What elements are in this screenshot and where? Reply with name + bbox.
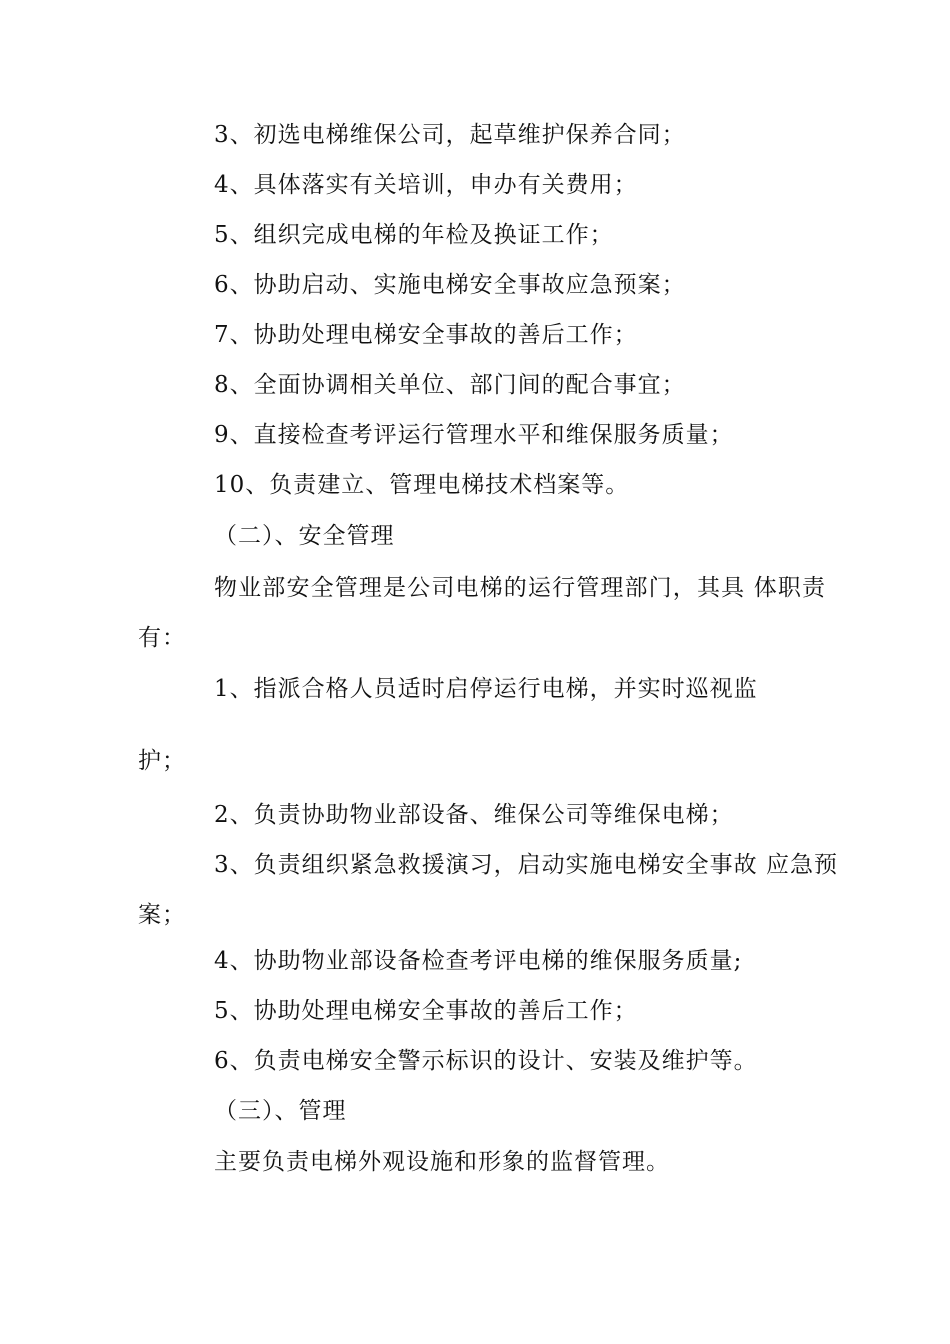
list-item: 4、具体落实有关培训，申办有关费用； [214, 172, 638, 198]
list-item: 5、组织完成电梯的年检及换证工作； [214, 222, 614, 248]
list-item: 3、负责组织紧急救援演习，启动实施电梯安全事故 应急预 [214, 852, 838, 878]
list-item: 10、负责建立、管理电梯技术档案等。 [214, 472, 630, 498]
list-item: 6、协助启动、实施电梯安全事故应急预案； [214, 272, 686, 298]
list-item-continuation: 护； [138, 748, 186, 774]
list-item: 6、负责电梯安全警示标识的设计、安装及维护等。 [214, 1048, 758, 1074]
list-item: 2、负责协助物业部设备、维保公司等维保电梯； [214, 802, 734, 828]
list-item: 5、协助处理电梯安全事故的善后工作； [214, 998, 638, 1024]
list-item: 3、初选电梯维保公司，起草维护保养合同； [214, 122, 686, 148]
list-item: 7、协助处理电梯安全事故的善后工作； [214, 322, 638, 348]
section-heading-safety: （二）、安全管理 [214, 523, 395, 549]
list-item: 8、全面协调相关单位、部门间的配合事宜； [214, 372, 686, 398]
list-item: 4、协助物业部设备检查考评电梯的维保服务质量; [214, 948, 743, 974]
paragraph-line: 主要负责电梯外观设施和形象的监督管理。 [214, 1149, 670, 1175]
list-item: 9、直接检查考评运行管理水平和维保服务质量； [214, 422, 734, 448]
paragraph-line: 物业部安全管理是公司电梯的运行管理部门，其具 体职责 [214, 575, 826, 601]
list-item-continuation: 案； [138, 902, 186, 928]
paragraph-line: 有： [138, 625, 186, 651]
list-item: 1、指派合格人员适时启停运行电梯，并实时巡视监 [214, 676, 758, 702]
section-heading-management: （三）、管理 [214, 1098, 347, 1124]
